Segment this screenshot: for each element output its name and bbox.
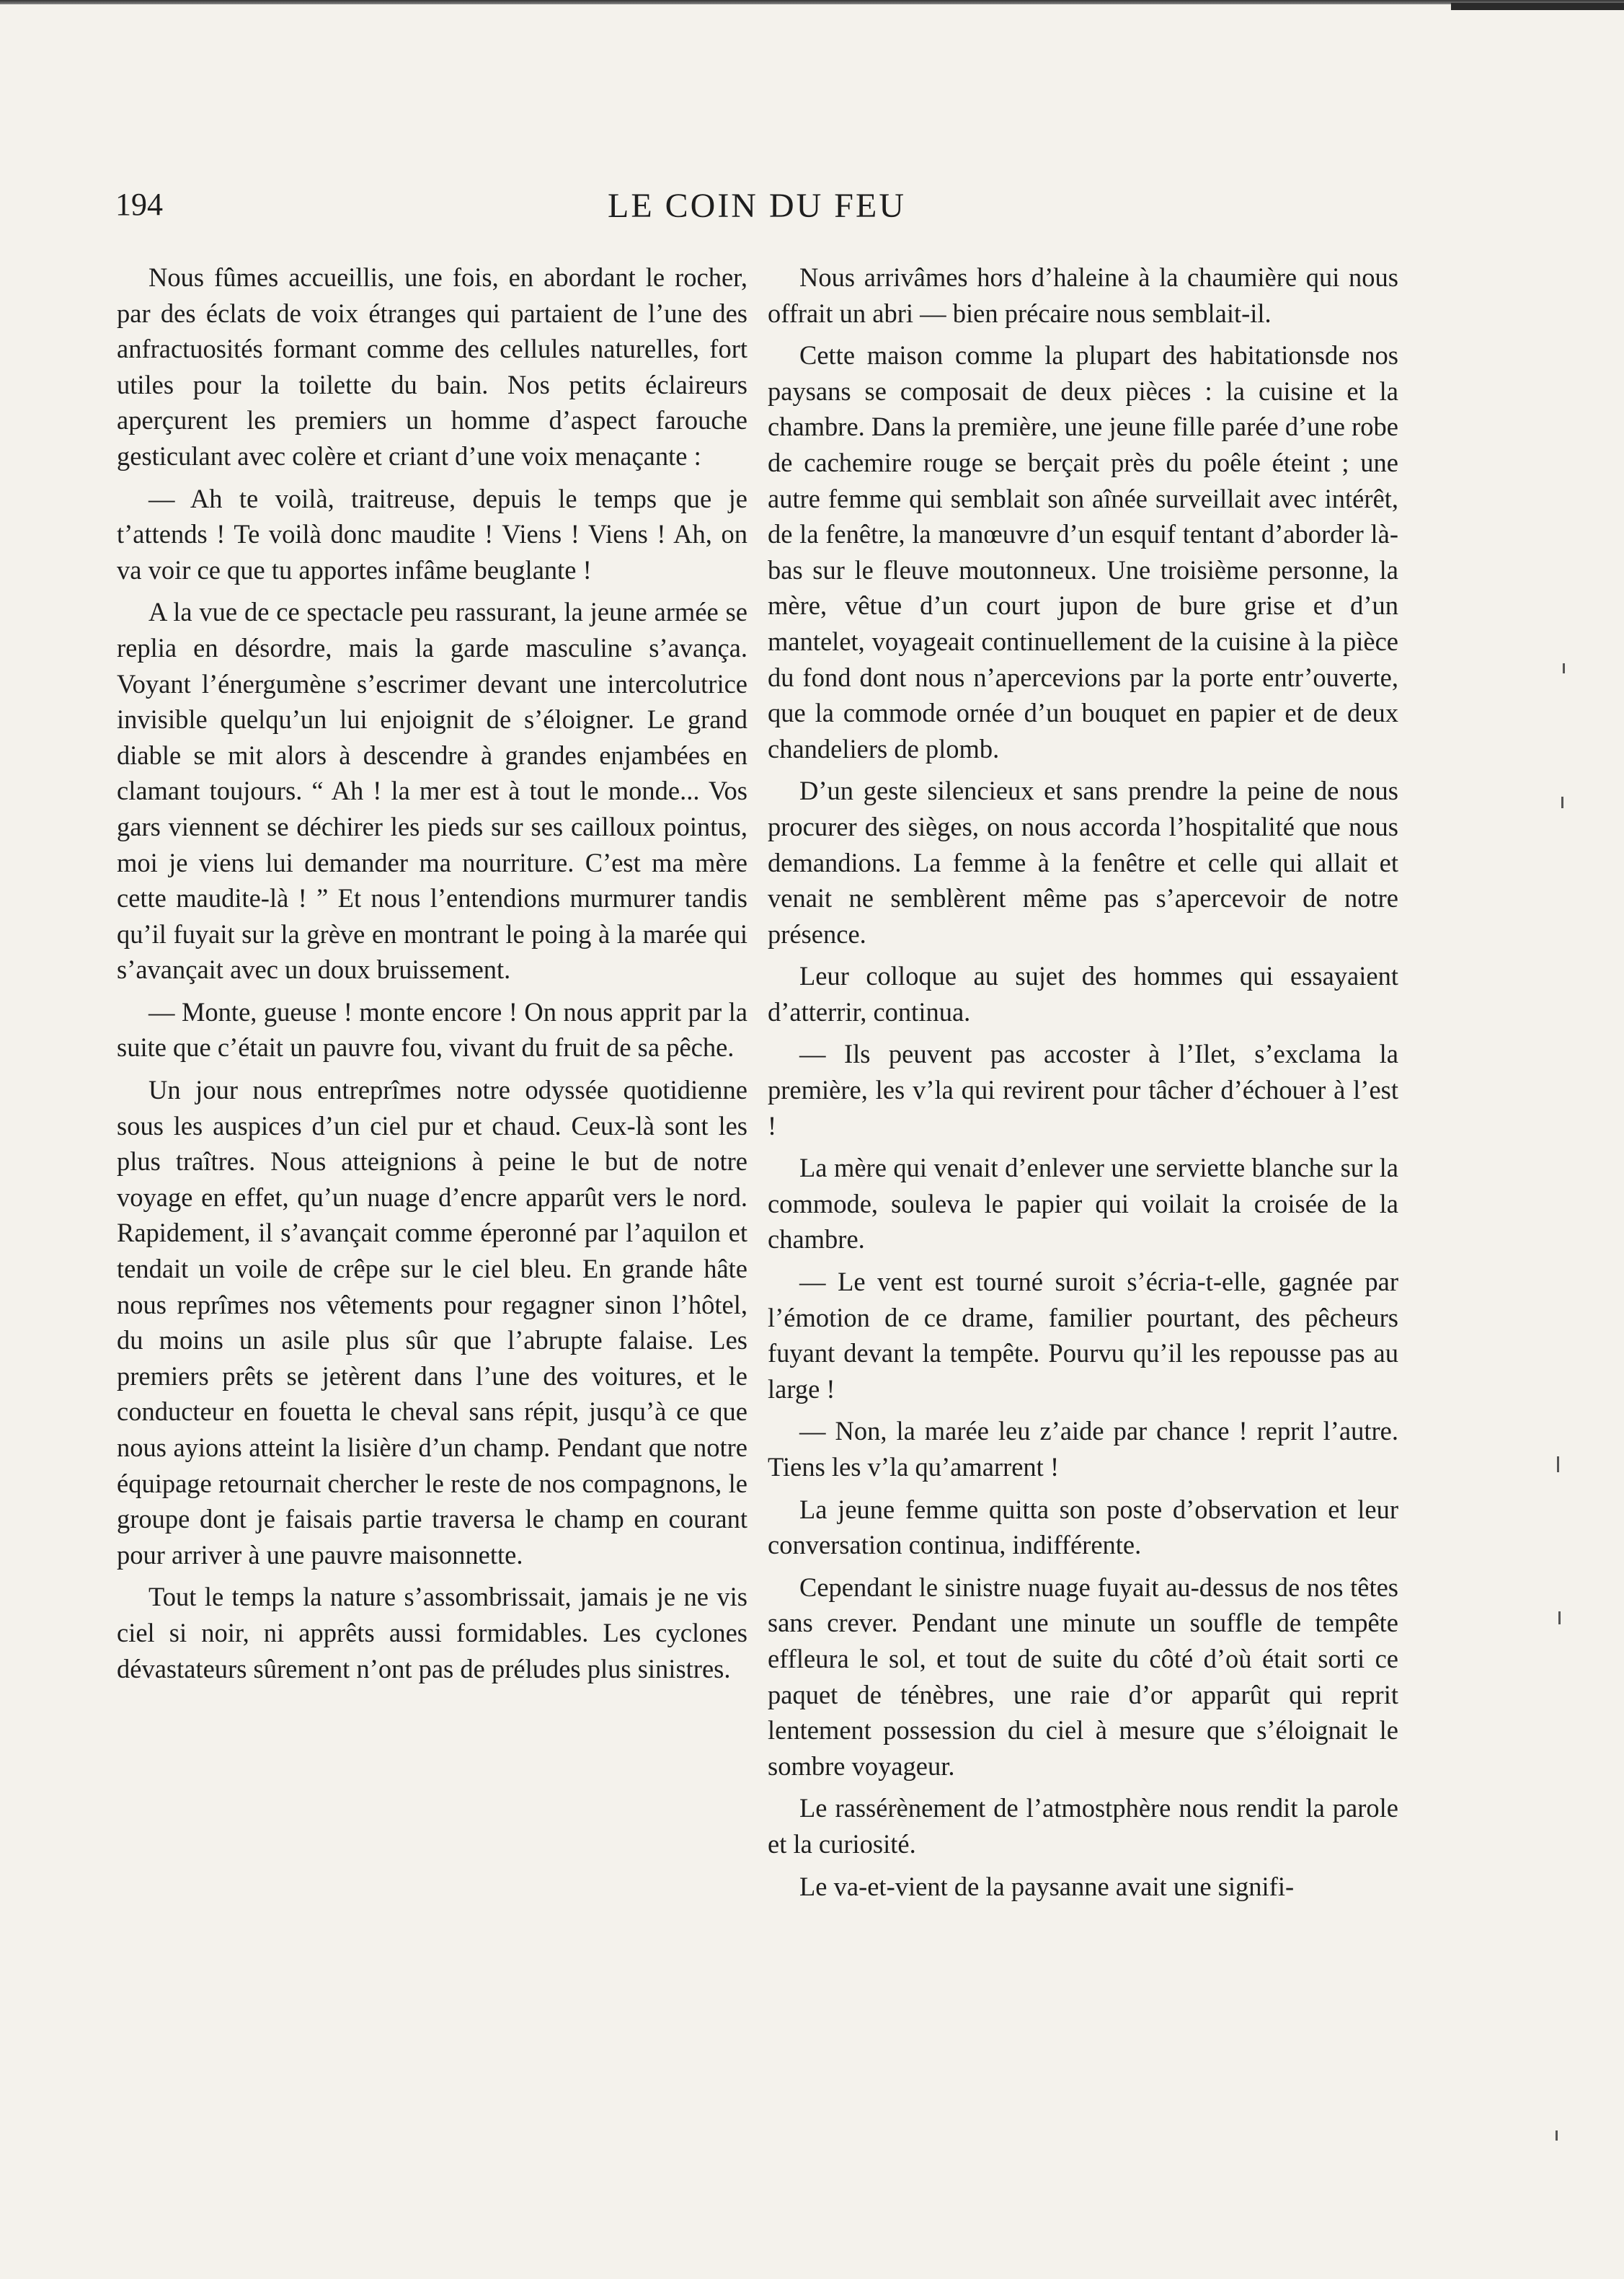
- paragraph: — Ah te voilà, traitreuse, depuis le temps que je t’attends ! Te voilà donc maudite ! Viens ! Viens ! Ah, on va voir ce que tu apportes infâme beuglante !: [117, 483, 747, 585]
- left-text-column: [117, 260, 747, 1686]
- top-border-rule: [0, 0, 1624, 4]
- page-header: [115, 186, 1398, 236]
- paragraph: — Monte, gueuse ! monte encore ! On nous apprit par la suite que c’était un pauvre fou, vivant du fruit de sa pêche.: [117, 996, 747, 1063]
- paragraph: Nous fûmes accueillis, une fois, en abordant le rocher, par des éclats de voix étranges qui partaient de l’une des anfractuosités formant comme des cellules naturelles, fort utiles pour la toilette du bain. Nos petits éclaireurs aperçurent les premiers un homme d’aspect farouche gesticulant avec colère et criant d’une voix menaçante :: [117, 262, 747, 471]
- running-title: LE COIN DU FEU: [608, 187, 906, 225]
- paragraph: La jeune femme quitta son poste d’observation et leur conversation continua, indifférente.: [768, 1494, 1398, 1560]
- margin-speck: [1557, 1456, 1559, 1472]
- paragraph: — Ils peuvent pas accoster à l’Ilet, s’exclama la première, les v’la qui revirent pour tâcher d’échouer à l’est !: [768, 1039, 1398, 1141]
- paragraph: Cette maison comme la plupart des habitationsde nos paysans se composait de deux pièces : la cuisine et la chambre. Dans la première, une jeune fille parée d’une robe de cachemire rouge se berçait près du poêle éteint ; une autre femme qui semblait son aînée surveillait avec intérêt, de la fenêtre, la manœuvre d’un esquif tentant d’aborder là-bas sur le fleuve moutonneux. Une troisième personne, la mère, vêtue d’un court jupon de bure grise et d’un mantelet, voyageait continuellement de la cuisine à la pièce du fond dont nous n’apercevions par la porte entr’ouverte, que la commode ornée d’un bouquet en papier et de deux chandeliers de plomb.: [768, 340, 1398, 764]
- top-border-rule-edge: [1451, 3, 1624, 10]
- right-text-column: [768, 260, 1398, 1904]
- margin-speck: [1561, 797, 1563, 808]
- paragraph: — Le vent est tourné suroit s’écria-t-elle, gagnée par l’émotion de ce drame, familier pourtant, des pêcheurs fuyant devant la tempête. Pourvu qu’il les repousse pas au large !: [768, 1267, 1398, 1404]
- paragraph: Le rassérènement de l’atmostphère nous rendit la parole et la curiosité.: [768, 1793, 1398, 1859]
- paragraph: Le va-et-vient de la paysanne avait une signifi-: [799, 1871, 1295, 1901]
- margin-speck: [1556, 2130, 1558, 2141]
- paragraph: Nous arrivâmes hors d’haleine à la chaumière qui nous offrait un abri — bien précaire nous semblait-il.: [768, 262, 1398, 328]
- margin-speck: [1558, 1611, 1561, 1624]
- paragraph: Tout le temps la nature s’assombrissait, jamais je ne vis ciel si noir, ni apprêts aussi formidables. Les cyclones dévastateurs sûrement n’ont pas de préludes plus sinistres.: [117, 1582, 747, 1683]
- paragraph: A la vue de ce spectacle peu rassurant, la jeune armée se replia en désordre, mais la garde masculine s’avança. Voyant l’énergumène s’escrimer devant une intercolutrice invisible quelqu’un lui enjoignit de s’éloigner. Le grand diable se mit alors à descendre à grandes enjambées en clamant toujours. “ Ah ! la mer est à tout le monde... Vos gars viennent se déchirer les pieds sur ses cailloux pointus, moi je viens lui demander ma nourriture. C’est ma mère cette maudite-là ! ” Et nous l’entendions murmurer tandis qu’il fuyait sur la grève en montrant le poing à la marée qui s’avançait avec un doux bruissement.: [117, 597, 747, 985]
- paragraph: D’un geste silencieux et sans prendre la peine de nous procurer des sièges, on nous accorda l’hospitalité que nous demandions. La femme à la fenêtre et celle qui allait et venait ne semblèrent même pas s’apercevoir de notre présence.: [768, 776, 1398, 949]
- margin-speck: [1563, 663, 1565, 673]
- paragraph: Leur colloque au sujet des hommes qui essayaient d’atterrir, continua.: [768, 961, 1398, 1027]
- paragraph: Cependant le sinistre nuage fuyait au-dessus de nos têtes sans crever. Pendant une minute un souffle de tempête effleura le sol, et tout de suite du côté d’où était sorti ce paquet de ténèbres, une raie d’or apparût qui reprit lentement possession du ciel à mesure que s’éloignait le sombre voyageur.: [768, 1572, 1398, 1781]
- page-number: 194: [115, 187, 163, 222]
- paragraph: La mère qui venait d’enlever une serviette blanche sur la commode, souleva le papier qui voilait la croisée de la chambre.: [768, 1153, 1398, 1254]
- paragraph: — Non, la marée leu z’aide par chance ! reprit l’autre. Tiens les v’la qu’amarrent !: [768, 1416, 1398, 1482]
- paragraph: Un jour nous entreprîmes notre odyssée quotidienne sous les auspices d’un ciel pur et chaud. Ceux-là sont les plus traîtres. Nous atteignions à peine le but de notre voyage en effet, qu’un nuage d’encre apparût vers le nord. Rapidement, il s’avançait comme éperonné par l’aquilon et tendait un voile de crêpe sur le ciel bleu. En grande hâte nous reprîmes nos vêtements pour regagner sinon l’hôtel, du moins un asile plus sûr que l’abrupte falaise. Les premiers prêts se jetèrent dans l’une des voitures, et le conducteur en fouetta le cheval sans répit, jusqu’à ce que nous ayions atteint la lisière d’un champ. Pendant que notre équipage retournait chercher le reste de nos compagnons, le groupe dont je faisais partie traversa le champ en courant pour arriver à une pauvre maisonnette.: [117, 1075, 747, 1570]
